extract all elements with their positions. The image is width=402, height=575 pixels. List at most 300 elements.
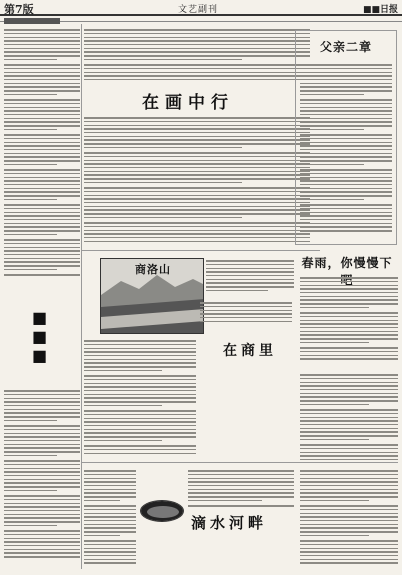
text-line-placeholder (4, 129, 57, 131)
article-rain-lower (300, 372, 398, 463)
text-line-placeholder (4, 153, 80, 155)
text-line-placeholder (300, 496, 398, 498)
text-line-placeholder (4, 177, 80, 179)
text-line-placeholder (84, 470, 136, 472)
text-line-placeholder (300, 535, 369, 537)
text-line-placeholder (4, 44, 80, 46)
text-line-placeholder (300, 481, 398, 483)
text-line-placeholder (84, 29, 310, 31)
text-line-placeholder (300, 299, 398, 301)
text-line-placeholder (84, 524, 136, 526)
text-line-placeholder (84, 178, 310, 180)
text-line-placeholder (188, 485, 294, 487)
text-line-placeholder (84, 121, 310, 123)
text-line-placeholder (4, 169, 80, 171)
text-line-placeholder (4, 208, 80, 210)
text-line-placeholder (4, 545, 80, 547)
text-line-placeholder (84, 401, 196, 403)
article-rain-body (300, 275, 398, 362)
text-line-placeholder (206, 290, 268, 292)
text-line-placeholder (84, 128, 310, 130)
text-line-placeholder (4, 541, 80, 543)
text-line-placeholder (4, 37, 80, 39)
text-line-placeholder (84, 551, 136, 553)
text-line-placeholder (188, 474, 294, 476)
text-line-placeholder (300, 400, 398, 402)
text-line-placeholder (84, 191, 310, 193)
text-line-placeholder (4, 425, 80, 427)
text-line-placeholder (206, 279, 294, 281)
text-line-placeholder (200, 321, 292, 323)
text-line-placeholder (84, 44, 310, 46)
text-line-placeholder (4, 420, 57, 422)
text-line-placeholder (4, 471, 80, 473)
text-line-placeholder (4, 114, 80, 116)
text-line-placeholder (206, 286, 294, 288)
text-line-placeholder (300, 385, 398, 387)
date-tag (4, 18, 60, 24)
text-line-placeholder (300, 285, 398, 287)
text-line-placeholder (300, 478, 398, 480)
text-line-placeholder (300, 323, 398, 325)
text-line-placeholder (300, 347, 398, 349)
text-line-placeholder (300, 509, 398, 511)
text-line-placeholder (4, 409, 80, 411)
text-line-placeholder (300, 417, 398, 419)
text-line-placeholder (84, 147, 242, 149)
text-line-placeholder (4, 269, 57, 271)
text-line-placeholder (4, 274, 80, 276)
text-line-placeholder (4, 33, 80, 35)
text-line-placeholder (300, 389, 398, 391)
text-line-placeholder (300, 334, 398, 336)
text-line-placeholder (84, 375, 196, 377)
text-line-placeholder (4, 90, 80, 92)
text-line-placeholder (4, 226, 80, 228)
text-line-placeholder (84, 230, 310, 232)
article-father-body (300, 62, 392, 234)
text-line-placeholder (300, 331, 398, 333)
text-line-placeholder (4, 234, 57, 236)
text-line-placeholder (300, 555, 398, 557)
text-line-placeholder (84, 156, 310, 158)
text-line-placeholder (300, 444, 398, 446)
text-line-placeholder (4, 110, 80, 112)
text-line-placeholder (300, 129, 364, 131)
text-line-placeholder (4, 40, 80, 42)
text-line-placeholder (188, 478, 294, 480)
sub-rule (0, 18, 402, 22)
article-title-town: 在商里 (223, 343, 277, 359)
text-line-placeholder (300, 544, 398, 546)
text-line-placeholder (84, 390, 196, 392)
text-line-placeholder (4, 468, 80, 470)
text-line-placeholder (84, 559, 136, 561)
text-line-placeholder (84, 492, 136, 494)
text-line-placeholder (4, 549, 80, 551)
text-line-placeholder (300, 86, 392, 88)
text-line-placeholder (84, 516, 136, 518)
text-line-placeholder (300, 153, 392, 155)
text-line-placeholder (300, 424, 398, 426)
text-line-placeholder (300, 281, 398, 283)
text-line-placeholder (300, 90, 392, 92)
article-title-father: 父亲二章 (319, 40, 372, 54)
article-title-mountain: 商洛山 (135, 263, 171, 276)
text-line-placeholder (188, 481, 294, 483)
text-line-placeholder (300, 204, 392, 206)
text-line-placeholder (300, 212, 392, 214)
text-line-placeholder (4, 444, 80, 446)
text-line-placeholder (84, 206, 310, 208)
text-line-placeholder (4, 134, 80, 136)
text-line-placeholder (300, 208, 392, 210)
text-line-placeholder (300, 75, 392, 77)
text-line-placeholder (300, 492, 398, 494)
text-line-placeholder (300, 125, 392, 127)
text-line-placeholder (300, 470, 398, 472)
text-line-placeholder (84, 213, 310, 215)
column-divider (81, 24, 82, 569)
text-line-placeholder (4, 499, 80, 501)
text-line-placeholder (84, 132, 310, 134)
text-line-placeholder (4, 254, 80, 256)
text-line-placeholder (84, 394, 196, 396)
text-line-placeholder (4, 412, 80, 414)
text-line-placeholder (84, 152, 310, 154)
text-line-placeholder (84, 379, 196, 381)
text-line-placeholder (4, 145, 80, 147)
text-line-placeholder (188, 470, 294, 472)
text-line-placeholder (300, 431, 398, 433)
text-line-placeholder (84, 414, 196, 416)
text-line-placeholder (300, 409, 398, 411)
text-line-placeholder (4, 173, 80, 175)
text-line-placeholder (4, 429, 80, 431)
text-line-placeholder (300, 107, 392, 109)
text-line-placeholder (4, 401, 80, 403)
text-line-placeholder (84, 485, 136, 487)
text-line-placeholder (300, 404, 369, 406)
text-line-placeholder (188, 505, 294, 507)
article-title-river: 滴水河畔 (190, 514, 267, 532)
article-town-body (200, 300, 292, 324)
text-line-placeholder (300, 435, 398, 437)
text-line-placeholder (4, 239, 80, 241)
text-line-placeholder (4, 204, 80, 206)
text-line-placeholder (300, 358, 398, 360)
text-line-placeholder (300, 378, 398, 380)
text-line-placeholder (4, 250, 80, 252)
text-line-placeholder (84, 160, 310, 162)
text-line-placeholder (300, 500, 369, 502)
vertical-title: ■■■ (30, 307, 49, 365)
text-line-placeholder (84, 163, 310, 165)
text-line-placeholder (4, 188, 80, 190)
text-line-placeholder (4, 230, 80, 232)
text-line-placeholder (84, 143, 310, 145)
text-line-placeholder (300, 296, 398, 298)
text-line-placeholder (300, 288, 398, 290)
text-line-placeholder (84, 233, 310, 235)
text-line-placeholder (84, 125, 310, 127)
text-line-placeholder (4, 83, 80, 85)
text-line-placeholder (84, 478, 136, 480)
text-line-placeholder (84, 496, 136, 498)
text-line-placeholder (4, 514, 80, 516)
text-line-placeholder (300, 489, 398, 491)
text-line-placeholder (84, 202, 310, 204)
text-line-placeholder (4, 394, 80, 396)
text-line-placeholder (84, 37, 310, 39)
text-line-placeholder (4, 486, 80, 488)
text-line-placeholder (300, 110, 392, 112)
text-line-placeholder (300, 316, 398, 318)
text-line-placeholder (4, 552, 80, 554)
text-line-placeholder (300, 79, 392, 81)
text-line-placeholder (300, 292, 398, 294)
text-line-placeholder (300, 99, 392, 101)
text-line-placeholder (4, 243, 80, 245)
text-line-placeholder (84, 226, 310, 228)
text-line-placeholder (300, 459, 398, 461)
text-line-placeholder (300, 173, 392, 175)
text-line-placeholder (84, 429, 196, 431)
text-line-placeholder (300, 138, 392, 140)
text-line-placeholder (84, 474, 136, 476)
page-number: 第7版 (4, 3, 34, 16)
masthead (0, 0, 402, 16)
text-line-placeholder (84, 548, 136, 550)
text-line-placeholder (84, 540, 136, 542)
text-line-placeholder (300, 164, 364, 166)
text-line-placeholder (4, 51, 80, 53)
text-line-placeholder (200, 317, 292, 319)
text-line-placeholder (300, 199, 364, 201)
text-line-placeholder (300, 195, 392, 197)
text-line-placeholder (4, 212, 80, 214)
text-line-placeholder (206, 275, 294, 277)
text-line-placeholder (300, 531, 398, 533)
text-line-placeholder (4, 125, 80, 127)
text-line-placeholder (84, 64, 310, 66)
text-line-placeholder (4, 398, 80, 400)
text-line-placeholder (200, 306, 292, 308)
text-line-placeholder (300, 520, 398, 522)
text-line-placeholder (84, 171, 310, 173)
text-line-placeholder (84, 355, 196, 357)
article-mountain-lower (84, 338, 196, 456)
text-line-placeholder (300, 428, 398, 430)
text-line-placeholder (206, 268, 294, 270)
text-line-placeholder (300, 303, 398, 305)
text-line-placeholder (84, 520, 136, 522)
text-line-placeholder (300, 188, 392, 190)
article-river-left (84, 468, 136, 566)
text-line-placeholder (4, 447, 80, 449)
text-line-placeholder (84, 421, 196, 423)
text-line-placeholder (4, 479, 80, 481)
text-line-placeholder (84, 48, 310, 50)
text-line-placeholder (84, 79, 310, 81)
text-line-placeholder (4, 59, 57, 61)
text-line-placeholder (300, 103, 392, 105)
text-line-placeholder (84, 117, 310, 119)
text-line-placeholder (84, 383, 196, 385)
text-line-placeholder (4, 510, 80, 512)
text-line-placeholder (84, 481, 136, 483)
text-line-placeholder (84, 72, 310, 74)
text-line-placeholder (188, 500, 262, 502)
text-line-placeholder (84, 222, 310, 224)
text-line-placeholder (300, 156, 392, 158)
text-line-placeholder (4, 530, 80, 532)
text-line-placeholder (188, 489, 294, 491)
text-line-placeholder (84, 544, 136, 546)
text-line-placeholder (84, 209, 310, 211)
text-line-placeholder (4, 261, 80, 263)
text-line-placeholder (84, 505, 136, 507)
section-divider (82, 250, 320, 251)
text-line-placeholder (84, 453, 196, 455)
text-line-placeholder (300, 118, 392, 120)
text-line-placeholder (4, 99, 80, 101)
text-line-placeholder (300, 215, 392, 217)
text-line-placeholder (4, 506, 80, 508)
text-line-placeholder (300, 351, 398, 353)
text-line-placeholder (4, 556, 80, 558)
text-line-placeholder (300, 327, 398, 329)
text-line-placeholder (4, 440, 80, 442)
text-line-placeholder (84, 217, 242, 219)
text-line-placeholder (206, 260, 294, 262)
text-line-placeholder (300, 562, 398, 564)
text-line-placeholder (206, 264, 294, 266)
text-line-placeholder (4, 86, 80, 88)
text-line-placeholder (206, 271, 294, 273)
text-line-placeholder (84, 366, 196, 368)
text-line-placeholder (4, 160, 80, 162)
text-line-placeholder (84, 237, 310, 239)
text-line-placeholder (300, 230, 392, 232)
text-line-placeholder (4, 64, 80, 66)
text-line-placeholder (84, 139, 310, 141)
text-line-placeholder (4, 79, 80, 81)
text-line-placeholder (4, 199, 57, 201)
text-line-placeholder (300, 413, 398, 415)
text-line-placeholder (300, 277, 398, 279)
text-line-placeholder (84, 449, 196, 451)
text-line-placeholder (300, 338, 398, 340)
text-line-placeholder (300, 121, 392, 123)
text-line-placeholder (4, 503, 80, 505)
text-line-placeholder (300, 307, 369, 309)
text-line-placeholder (4, 521, 80, 523)
text-line-placeholder (300, 455, 398, 457)
text-line-placeholder (300, 83, 392, 85)
text-line-placeholder (300, 396, 398, 398)
text-line-placeholder (4, 138, 80, 140)
article-title-painting: 在画中行 (142, 93, 234, 113)
text-line-placeholder (300, 474, 398, 476)
text-line-placeholder (300, 485, 398, 487)
text-line-placeholder (4, 495, 80, 497)
text-line-placeholder (4, 464, 80, 466)
text-line-placeholder (300, 559, 398, 561)
text-line-placeholder (300, 452, 398, 454)
text-line-placeholder (84, 445, 196, 447)
text-line-placeholder (300, 191, 392, 193)
text-line-placeholder (84, 513, 136, 515)
text-line-placeholder (4, 247, 80, 249)
text-line-placeholder (4, 149, 80, 151)
text-line-placeholder (4, 460, 80, 462)
text-line-placeholder (4, 48, 80, 50)
text-line-placeholder (300, 160, 392, 162)
text-line-placeholder (84, 174, 310, 176)
text-line-placeholder (84, 531, 136, 533)
text-line-placeholder (300, 420, 398, 422)
text-line-placeholder (4, 191, 80, 193)
article-painting-body (84, 115, 310, 244)
text-line-placeholder (4, 538, 80, 540)
text-line-placeholder (300, 382, 398, 384)
text-line-placeholder (300, 393, 398, 395)
text-line-placeholder (84, 386, 196, 388)
text-line-placeholder (300, 342, 369, 344)
vertical-title-frame (10, 290, 70, 380)
text-line-placeholder (84, 68, 310, 70)
text-line-placeholder (300, 312, 398, 314)
text-line-placeholder (300, 320, 398, 322)
text-line-placeholder (300, 355, 398, 357)
text-line-placeholder (300, 177, 392, 179)
text-line-placeholder (84, 59, 242, 61)
text-line-placeholder (4, 436, 80, 438)
text-line-placeholder (200, 310, 292, 312)
text-line-placeholder (84, 75, 310, 77)
text-line-placeholder (4, 121, 80, 123)
text-line-placeholder (4, 164, 57, 166)
text-line-placeholder (4, 118, 80, 120)
text-line-placeholder (84, 198, 310, 200)
text-line-placeholder (4, 156, 80, 158)
text-line-placeholder (84, 405, 162, 407)
text-line-placeholder (4, 75, 80, 77)
text-line-placeholder (300, 72, 392, 74)
article-mountain-body (206, 258, 294, 293)
text-line-placeholder (84, 351, 196, 353)
text-line-placeholder (188, 492, 294, 494)
column-left (4, 27, 80, 278)
text-line-placeholder (4, 103, 80, 105)
text-line-placeholder (200, 313, 292, 315)
text-line-placeholder (84, 440, 162, 442)
text-line-placeholder (300, 68, 392, 70)
text-line-placeholder (4, 68, 80, 70)
article-left-lower (4, 388, 80, 560)
text-line-placeholder (300, 226, 392, 228)
text-line-placeholder (300, 145, 392, 147)
text-line-placeholder (300, 134, 392, 136)
text-line-placeholder (84, 562, 136, 564)
section-title: 文艺副刊 (178, 5, 219, 15)
text-line-placeholder (4, 455, 57, 457)
text-line-placeholder (300, 548, 398, 550)
text-line-placeholder (84, 397, 196, 399)
text-line-placeholder (84, 489, 136, 491)
text-line-placeholder (4, 195, 80, 197)
